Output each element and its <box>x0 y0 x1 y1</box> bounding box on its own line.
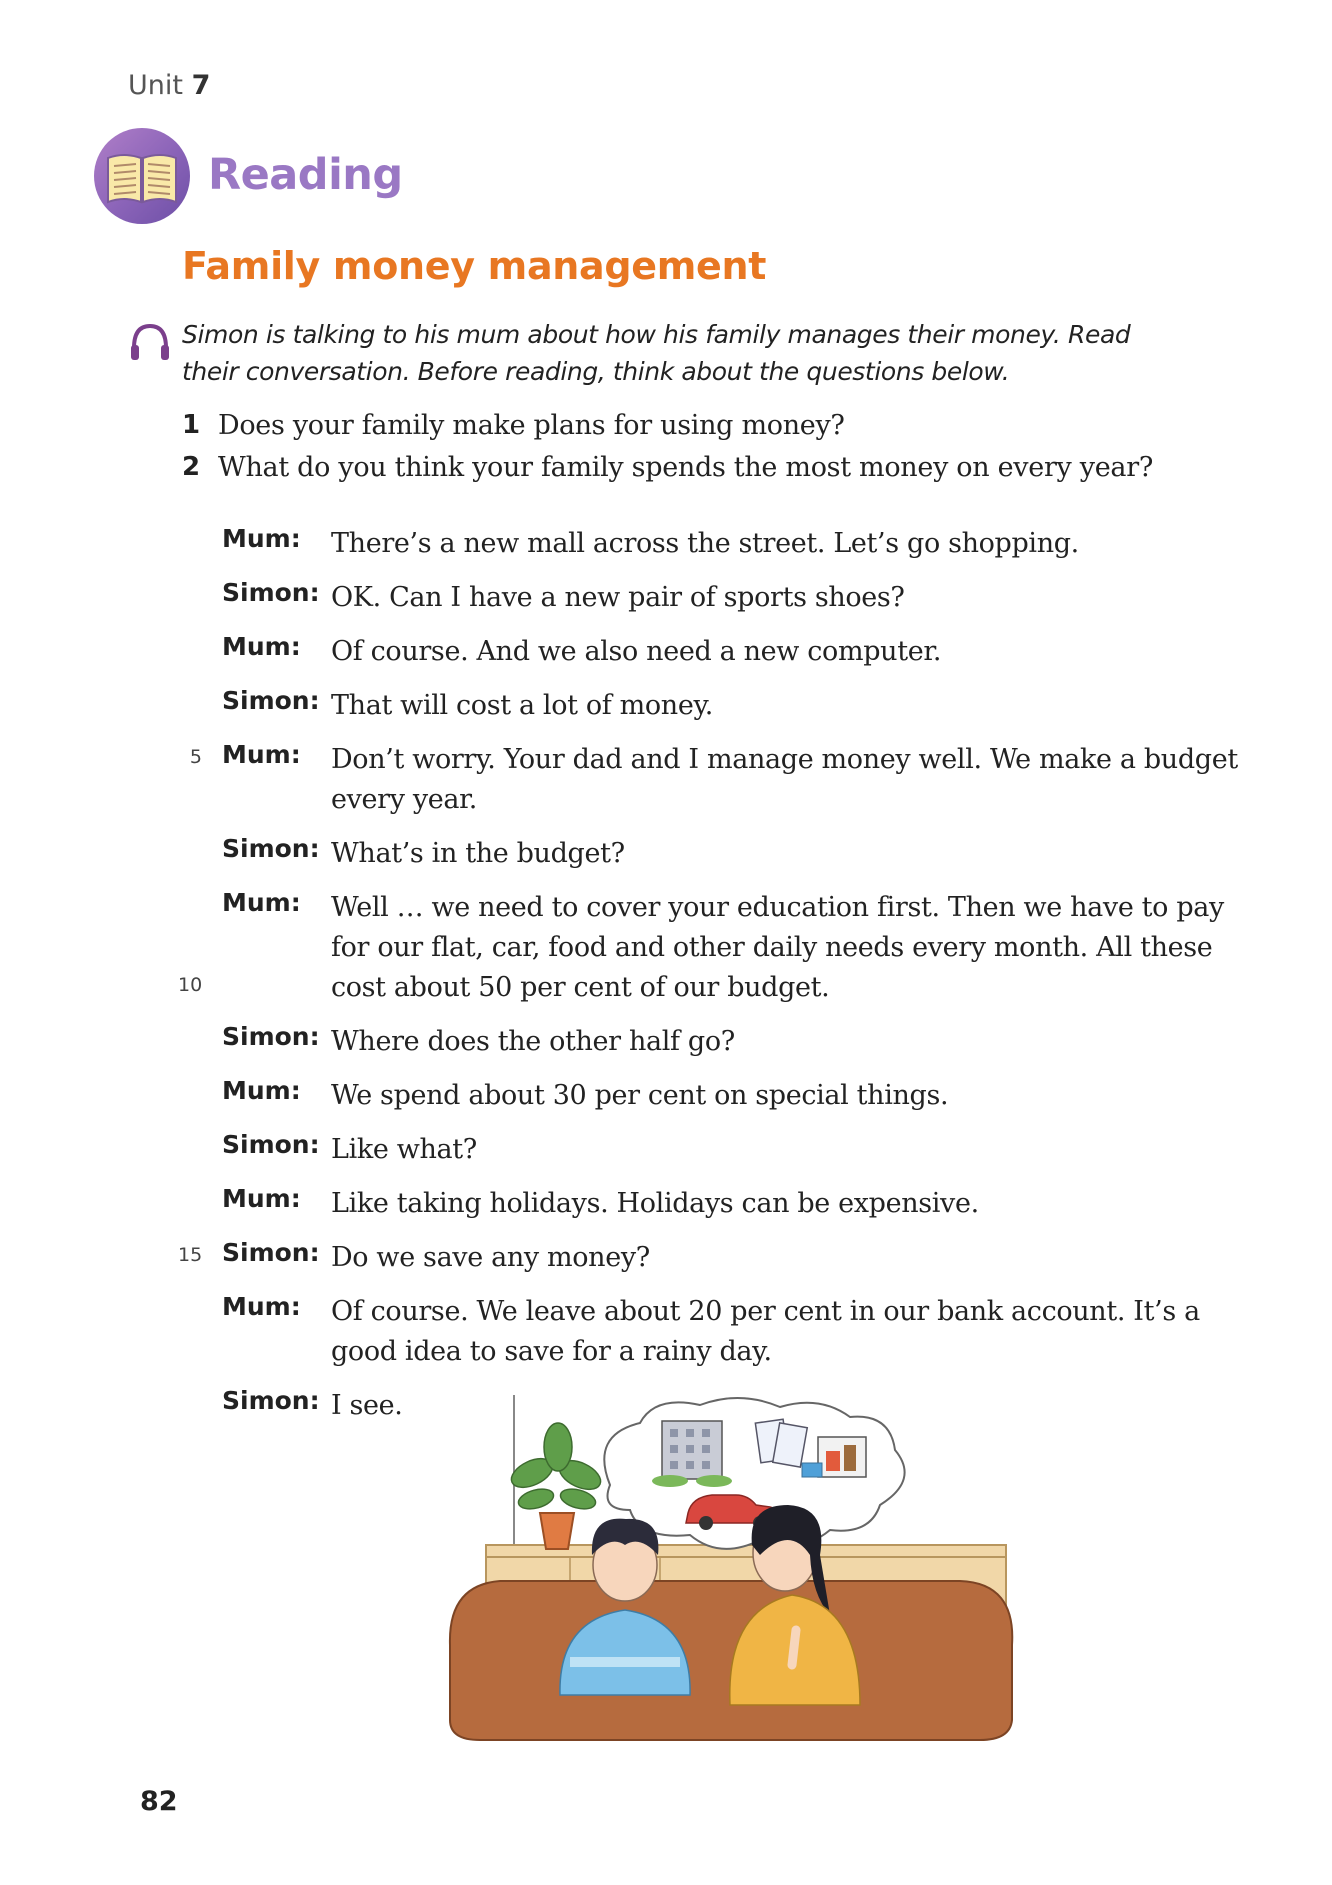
question-number: 1 <box>182 410 201 440</box>
dialogue-text: Well … we need to cover your education first. Then we have to pay for our flat, car, food and other daily needs every month. All these cost about 50 per cent of our budget. <box>331 892 1224 1003</box>
unit-word: Unit <box>128 70 183 101</box>
speaker: Simon: <box>222 834 320 863</box>
dialogue-text: There’s a new mall across the street. Let’s go shopping. <box>331 528 1079 559</box>
dialogue-text: Like what? <box>331 1134 477 1165</box>
intro-instruction: Simon is talking to his mum about how his family manages their money. Read their conversation. Before reading, think about the questions below. <box>182 320 1131 386</box>
speaker: Mum: <box>222 1292 301 1321</box>
question-text: Does your family make plans for using money? <box>218 410 845 441</box>
speaker: Mum: <box>222 1076 301 1105</box>
speaker: Simon: <box>222 1238 320 1267</box>
speaker: Mum: <box>222 524 301 553</box>
question-text: What do you think your family spends the most money on every year? <box>218 452 1153 483</box>
page-title: Family money management <box>182 244 767 288</box>
speaker: Mum: <box>222 740 301 769</box>
dialogue-text: OK. Can I have a new pair of sports shoes? <box>331 582 905 613</box>
speaker: Mum: <box>222 632 301 661</box>
dialogue-text: We spend about 30 per cent on special things. <box>331 1080 949 1111</box>
dialogue-text: That will cost a lot of money. <box>331 690 714 721</box>
dialogue-text: I see. <box>331 1390 403 1421</box>
unit-label <box>128 70 210 101</box>
speaker: Simon: <box>222 1022 320 1051</box>
section-label: Reading <box>208 150 403 200</box>
speaker: Simon: <box>222 1386 320 1415</box>
question-number: 2 <box>182 452 201 482</box>
page-number: 82 <box>140 1786 178 1817</box>
line-number: 5 <box>189 746 202 768</box>
line-number: 15 <box>178 1244 203 1266</box>
dialogue-text: Where does the other half go? <box>331 1026 735 1057</box>
unit-number: 7 <box>191 70 211 101</box>
speaker: Simon: <box>222 1130 320 1159</box>
speaker: Mum: <box>222 888 301 917</box>
line-number: 10 <box>178 974 203 996</box>
speaker: Mum: <box>222 1184 301 1213</box>
headphones-icon[interactable] <box>126 318 174 366</box>
speaker: Simon: <box>222 578 320 607</box>
dialogue-text: Of course. And we also need a new computer. <box>331 636 942 667</box>
mother-and-son-on-sofa-illustration <box>440 1395 1020 1745</box>
dialogue-text: Of course. We leave about 20 per cent in our bank account. It’s a good idea to save for a rainy day. <box>331 1296 1200 1367</box>
dialogue-text: What’s in the budget? <box>331 838 625 869</box>
dialogue-text: Do we save any money? <box>331 1242 650 1273</box>
dialogue-text: Don’t worry. Your dad and I manage money well. We make a budget every year. <box>331 744 1238 815</box>
open-book-icon <box>94 128 190 224</box>
dialogue-text: Like taking holidays. Holidays can be expensive. <box>331 1188 979 1219</box>
speaker: Simon: <box>222 686 320 715</box>
